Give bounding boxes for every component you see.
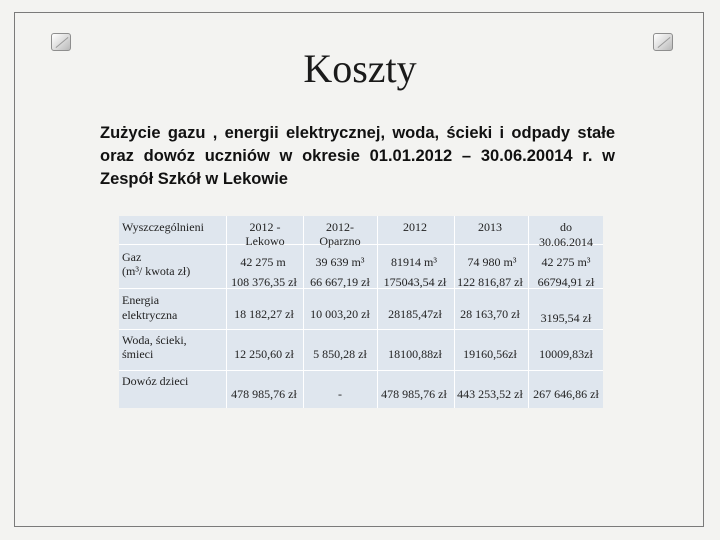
- gas-volume-2014: 42 275 m³: [541, 255, 591, 269]
- gas-amount-lekowo: 108 376,35 zł: [231, 275, 297, 289]
- energy-2014: 3195,54 zł: [540, 311, 592, 325]
- gas-volume-oparzno: 39 639 m³: [315, 255, 365, 269]
- energy-lekowo: 18 182,27 zł: [234, 307, 294, 321]
- table-divider: [119, 329, 603, 330]
- header-label: Wyszczególnieni: [122, 220, 204, 234]
- gas-amount-2014: 66794,91 zł: [537, 275, 595, 289]
- header-col-1-line1: 2012 -: [249, 220, 281, 234]
- transport-oparzno: -: [338, 387, 342, 401]
- header-col-5-line2: 30.06.2014: [539, 235, 593, 249]
- water-lekowo: 12 250,60 zł: [234, 347, 294, 361]
- energy-2013: 28 163,70 zł: [460, 307, 520, 321]
- row-label-energy: Energia: [122, 293, 160, 307]
- row-label-gas: Gaz: [122, 250, 142, 264]
- row-label-water-line2: śmieci: [122, 347, 154, 361]
- row-label-gas-unit: (m³/ kwota zł): [122, 264, 191, 278]
- header-col-4: 2013: [478, 220, 502, 234]
- energy-oparzno: 10 003,20 zł: [310, 307, 370, 321]
- row-label-energy-line2: elektryczna: [122, 308, 178, 322]
- row-label-transport: Dowóz dzieci: [122, 374, 189, 388]
- transport-lekowo: 478 985,76 zł: [231, 387, 297, 401]
- water-2014: 10009,83zł: [539, 347, 593, 361]
- header-col-1-line2: Lekowo: [245, 234, 285, 248]
- transport-2012: 478 985,76 zł: [381, 387, 447, 401]
- header-col-2-line1: 2012-: [326, 220, 354, 234]
- header-col-3: 2012: [403, 220, 427, 234]
- header-col-5-line1: do: [560, 220, 572, 234]
- water-oparzno: 5 850,28 zł: [313, 347, 367, 361]
- table-divider: [119, 244, 603, 245]
- gas-volume-lekowo: 42 275 m: [240, 255, 286, 269]
- slide-subtitle: Zużycie gazu , energii elektrycznej, woda, ścieki i odpady stałe oraz dowóz uczniów w okresie 01.01.2012 – 30.06.20014 r. w Zespół Szkół w Lekowie: [100, 124, 615, 188]
- header-col-2-line2: Oparzno: [319, 234, 361, 248]
- gas-amount-2013: 122 816,87 zł: [457, 275, 523, 289]
- gas-amount-2012: 175043,54 zł: [383, 275, 447, 289]
- water-2012: 18100,88zł: [388, 347, 442, 361]
- table-divider: [119, 370, 603, 371]
- gas-amount-oparzno: 66 667,19 zł: [310, 275, 370, 289]
- transport-2014: 267 646,86 zł: [533, 387, 599, 401]
- gas-volume-2012: 81914 m³: [391, 255, 437, 269]
- row-label-water: Woda, ścieki,: [122, 333, 187, 347]
- water-2013: 19160,56zł: [463, 347, 517, 361]
- slide-title: Koszty: [303, 46, 417, 91]
- gas-volume-2013: 74 980 m³: [467, 255, 517, 269]
- transport-2013: 443 253,52 zł: [457, 387, 523, 401]
- energy-2012: 28185,47zł: [388, 307, 442, 321]
